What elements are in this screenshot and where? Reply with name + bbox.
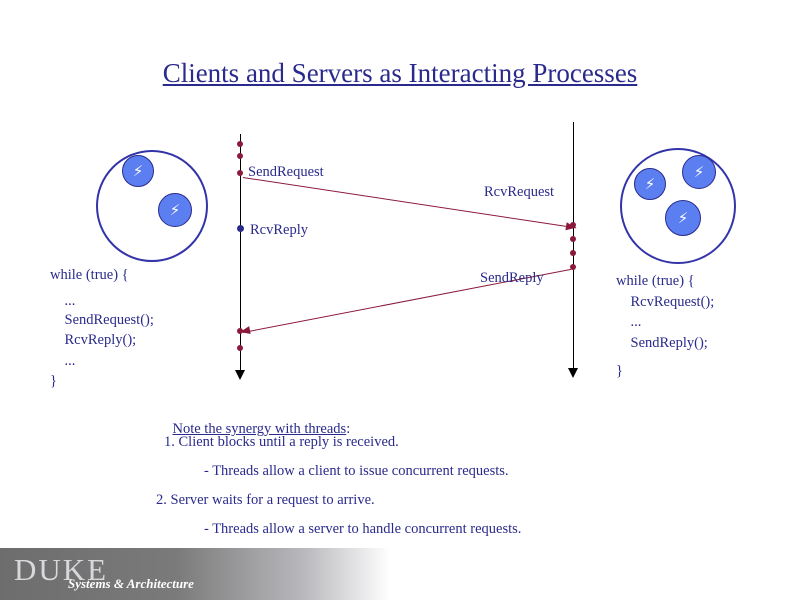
server-code-line-4: SendReply();: [616, 335, 708, 351]
thread-icon: ⚡: [132, 161, 144, 180]
server-code-line-1: while (true) {: [616, 273, 695, 289]
client-timeline-arrow: [235, 370, 245, 380]
client-code-line-4: RcvReply();: [50, 332, 137, 348]
label-send-reply: SendReply: [480, 270, 544, 286]
note-line-4: - Threads allow a server to handle concurrent requests.: [204, 521, 522, 537]
server-code-line-5: }: [616, 363, 623, 379]
thread-icon: ⚡: [644, 174, 656, 193]
client-thread-1: [122, 155, 154, 187]
client-event-dot-6: [237, 345, 243, 351]
client-event-dot-4: [237, 225, 244, 232]
client-event-dot-2: [237, 153, 243, 159]
client-code-line-3: SendRequest();: [50, 312, 154, 328]
client-event-dot-1: [237, 141, 243, 147]
note-line-1: 1. Client blocks until a reply is received.: [164, 434, 399, 450]
label-send-request: SendRequest: [248, 164, 324, 180]
server-code-line-3: ...: [616, 314, 642, 330]
thread-icon: ⚡: [169, 200, 181, 219]
label-rcv-reply: RcvReply: [250, 222, 308, 238]
note-heading-tail: :: [346, 421, 351, 437]
label-rcv-request: RcvRequest: [484, 184, 555, 200]
page-title: Clients and Servers as Interacting Processes: [162, 58, 638, 88]
note-line-2: - Threads allow a client to issue concurrent requests.: [204, 463, 509, 479]
server-timeline-arrow: [568, 368, 578, 378]
client-code-line-6: }: [50, 373, 57, 389]
thread-icon: ⚡: [693, 162, 705, 181]
server-code-line-2: RcvRequest();: [616, 294, 715, 310]
footer-brand: DUKE: [14, 552, 109, 587]
server-event-dot-3: [570, 250, 576, 256]
server-event-dot-2: [570, 236, 576, 242]
server-thread-3: [665, 200, 701, 236]
footer-subtitle: Systems & Architecture: [68, 576, 194, 591]
client-code-line-5: ...: [50, 353, 76, 369]
client-code-line-1: while (true) {: [50, 267, 129, 283]
client-event-dot-3: [237, 170, 243, 176]
thread-icon: ⚡: [677, 208, 689, 227]
note-heading-underlined: Note the synergy with threads: [172, 421, 347, 437]
reply-arrowhead: [239, 326, 250, 336]
server-thread-1: [634, 168, 666, 200]
request-arrowhead: [565, 222, 576, 231]
client-code-line-2: ...: [50, 293, 76, 309]
server-timeline: [573, 122, 574, 372]
server-thread-2: [682, 155, 716, 189]
note-line-3: 2. Server waits for a request to arrive.: [156, 492, 375, 508]
client-thread-2: [158, 193, 192, 227]
